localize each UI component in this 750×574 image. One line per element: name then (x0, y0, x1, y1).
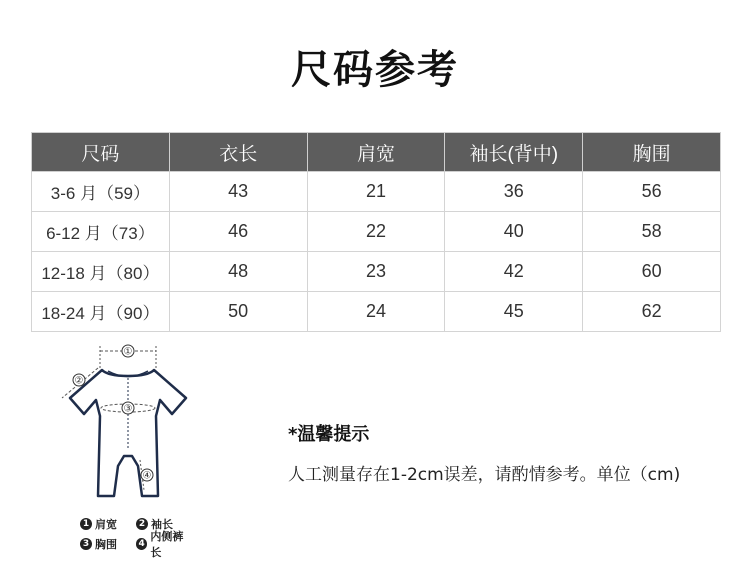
legend-number: 3 (80, 538, 92, 550)
legend-number: 4 (136, 538, 147, 550)
table-cell: 18-24 月（90） (32, 292, 170, 332)
table-cell: 12-18 月（80） (32, 252, 170, 292)
header-sleeve: 袖长(背中) (445, 133, 583, 172)
header-shoulder: 肩宽 (307, 133, 445, 172)
table-cell: 22 (307, 212, 445, 252)
size-table (31, 132, 721, 332)
table-cell: 46 (169, 212, 307, 252)
legend-label: 肩宽 (95, 518, 117, 531)
legend-label: 胸围 (95, 538, 117, 551)
table-cell: 21 (307, 172, 445, 212)
measurement-legend (80, 514, 250, 559)
table-cell: 42 (445, 252, 583, 292)
romper-outline-icon (48, 338, 208, 508)
romper-measurement-diagram (48, 338, 208, 508)
table-cell: 62 (583, 292, 721, 332)
marker-4: ④ (142, 470, 152, 482)
table-cell: 6-12 月（73） (32, 212, 170, 252)
table-cell: 23 (307, 252, 445, 292)
table-cell: 43 (169, 172, 307, 212)
page-title: 尺码参考 (291, 47, 459, 93)
legend-number: 1 (80, 518, 92, 530)
table-cell: 56 (583, 172, 721, 212)
table-cell: 36 (445, 172, 583, 212)
legend-item-shoulder (80, 516, 136, 532)
legend-number: 2 (136, 518, 148, 530)
legend-item-inseam (136, 528, 192, 560)
table-row (32, 292, 721, 332)
legend-label: 袖长 (151, 518, 173, 531)
header-size: 尺码 (32, 133, 170, 172)
table-cell: 58 (583, 212, 721, 252)
table-header-row (32, 133, 721, 172)
table-cell: 3-6 月（59） (32, 172, 170, 212)
marker-2: ② (74, 375, 84, 387)
legend-label: 内侧裤长 (150, 530, 184, 559)
table-cell: 24 (307, 292, 445, 332)
legend-row (80, 530, 250, 559)
table-cell: 40 (445, 212, 583, 252)
table-row (32, 212, 721, 252)
marker-1: ① (123, 346, 133, 358)
table-row (32, 172, 721, 212)
header-length: 衣长 (169, 133, 307, 172)
table-cell: 60 (583, 252, 721, 292)
table-cell: 48 (169, 252, 307, 292)
table-cell: 45 (445, 292, 583, 332)
table-cell: 50 (169, 292, 307, 332)
header-chest: 胸围 (583, 133, 721, 172)
tip-text: 人工测量存在1-2cm误差，请酌情参考。单位（cm) (288, 465, 681, 485)
marker-3: ③ (123, 403, 133, 415)
tip-title: *温馨提示 (288, 424, 370, 445)
legend-item-chest (80, 536, 136, 552)
table-row (32, 252, 721, 292)
